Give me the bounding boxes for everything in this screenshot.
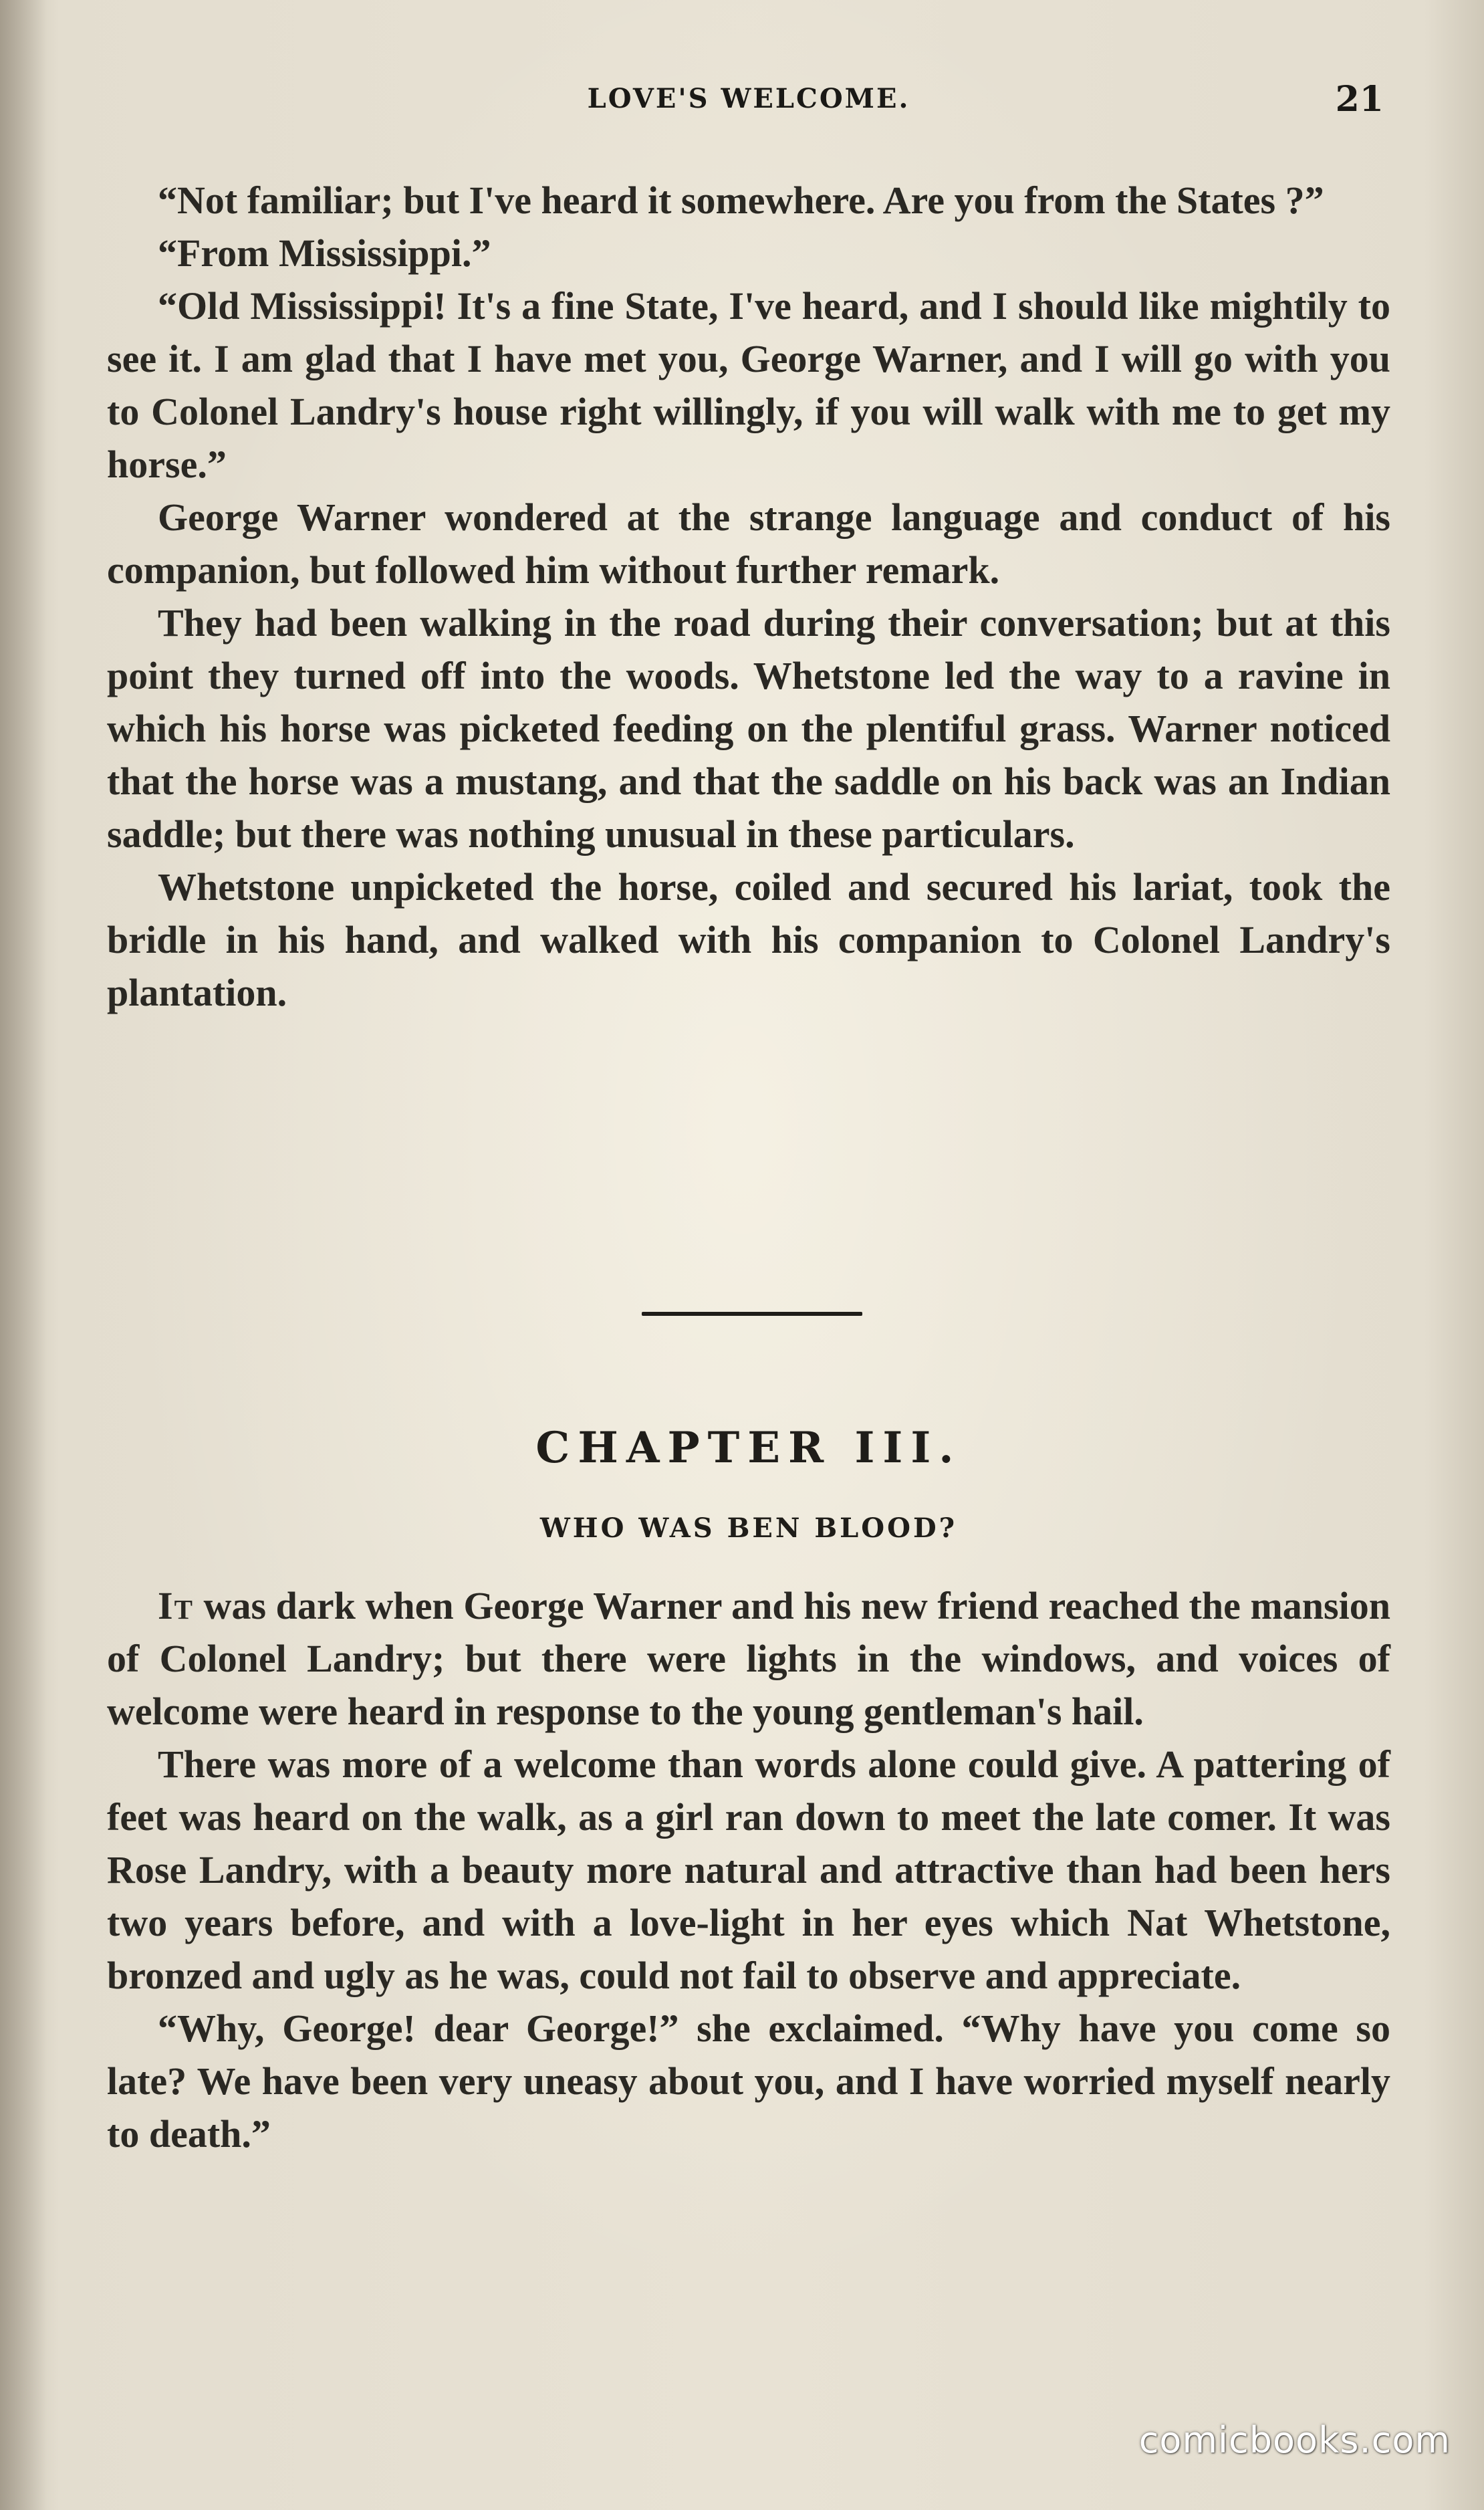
spine-shadow [0,0,47,2510]
chapter-subtitle: WHO WAS BEN BLOOD? [539,1512,958,1544]
paragraph: “Old Mississippi! It's a fine State, I've heard, and I should like mightily to see it. I am glad that I have met you, George Warner, and I will go with you to Colonel Landry's house right willingly, if you will walk with me to get my horse.” [107,284,1390,486]
watermark: comicbooks.com [1138,2419,1451,2461]
paragraph: George Warner wondered at the strange language and conduct of his companion, but followed him without further remark. [107,495,1390,592]
paragraph: There was more of a welcome than words alone could give. A pattering of feet was heard on the walk, as a girl ran down to meet the late comer. It was Rose Landry, with a beauty more natural and attractive than had been hers two years before, and with a love-light in her eyes which Nat Whetstone, bronzed and ugly as he was, could not fail to observe and appreciate. [107,1742,1390,1997]
chapter-opening-word: It [158,1584,194,1627]
top-text-block [107,174,1390,1019]
section-rule [642,1312,862,1316]
paragraph: “Why, George! dear George!” she exclaimed. “Why have you come so late? We have been very uneasy about you, and I have worried myself nearly to death.” [107,2007,1390,2156]
running-head [107,79,1390,119]
paragraph: They had been walking in the road during their conversation; but at this point they turned off into the woods. Whetstone led the way to a ravine in which his horse was picketed feeding on the plentiful grass. Warner noticed that the horse was a mustang, and that the saddle on his back was an Indian saddle; but there was nothing unusual in these particulars. [107,601,1390,856]
bottom-text-block [107,1579,1390,2160]
paragraph: Whetstone unpicketed the horse, coiled and secured his lariat, took the bridle in his hand, and walked with his companion to Colonel Landry's plantation. [107,865,1390,1014]
paragraph: “From Mississippi.” [158,231,491,275]
page-number: 21 [1335,79,1384,120]
chapter-title: CHAPTER III. [535,1423,962,1473]
chapter-opening-text: was dark when George Warner and his new friend reached the mansion of Colonel Landry; but there were lights in the windows, and voices of welcome were heard in response to the young gentleman's hail. [107,1584,1390,1733]
running-title: LOVE'S WELCOME. [587,83,910,114]
paragraph: “Not familiar; but I've heard it somewhere. Are you from the States ?” [158,179,1324,222]
paragraph [107,1579,1390,1738]
